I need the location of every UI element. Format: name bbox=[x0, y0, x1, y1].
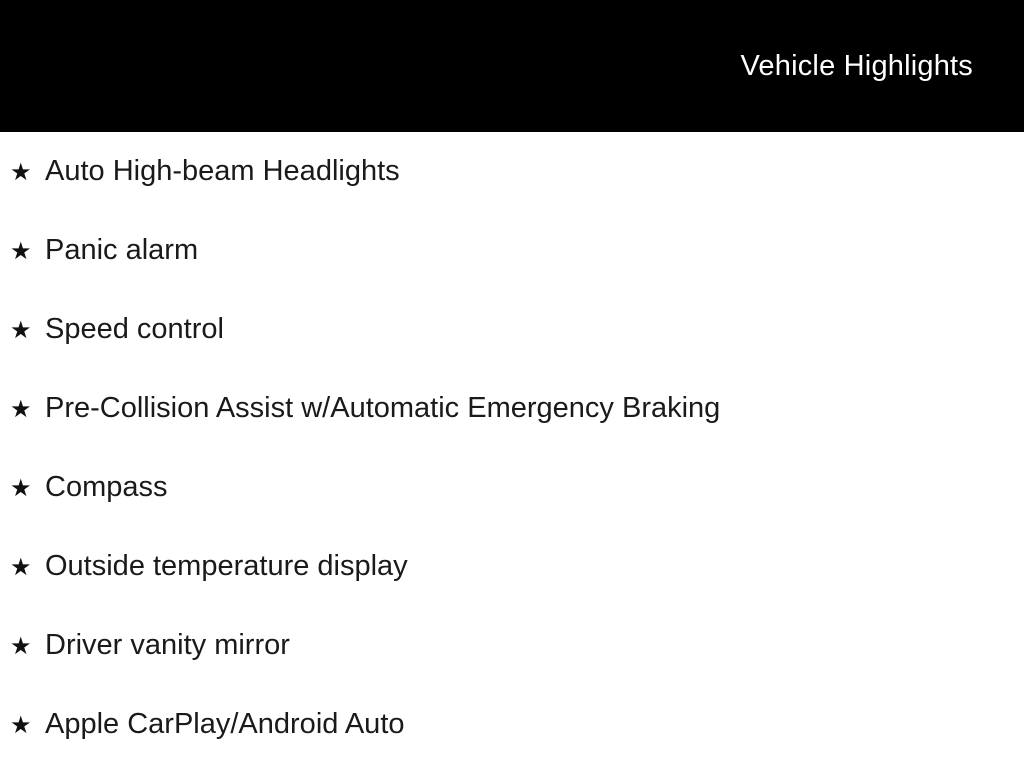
feature-label: Speed control bbox=[45, 313, 224, 345]
feature-label: Pre-Collision Assist w/Automatic Emergency Braking bbox=[45, 392, 721, 424]
feature-label: Apple CarPlay/Android Auto bbox=[45, 708, 405, 740]
feature-list bbox=[0, 132, 1024, 741]
feature-item bbox=[10, 391, 1004, 425]
star-icon: ★ bbox=[10, 475, 32, 502]
star-icon: ★ bbox=[10, 159, 32, 186]
feature-item bbox=[10, 154, 1004, 188]
feature-item bbox=[10, 707, 1004, 741]
star-icon: ★ bbox=[10, 238, 32, 265]
star-icon: ★ bbox=[10, 396, 32, 423]
star-icon: ★ bbox=[10, 633, 32, 660]
feature-label: Compass bbox=[45, 471, 168, 503]
feature-item bbox=[10, 549, 1004, 583]
feature-item bbox=[10, 312, 1004, 346]
feature-item bbox=[10, 628, 1004, 662]
feature-label: Driver vanity mirror bbox=[45, 629, 290, 661]
feature-label: Panic alarm bbox=[45, 234, 199, 266]
star-icon: ★ bbox=[10, 317, 32, 344]
feature-label: Outside temperature display bbox=[45, 550, 408, 582]
feature-label: Auto High-beam Headlights bbox=[45, 155, 400, 187]
header-bar bbox=[0, 0, 1024, 132]
star-icon: ★ bbox=[10, 554, 32, 581]
page-title: Vehicle Highlights bbox=[740, 49, 973, 82]
feature-item bbox=[10, 470, 1004, 504]
star-icon: ★ bbox=[10, 712, 32, 739]
feature-item bbox=[10, 233, 1004, 267]
